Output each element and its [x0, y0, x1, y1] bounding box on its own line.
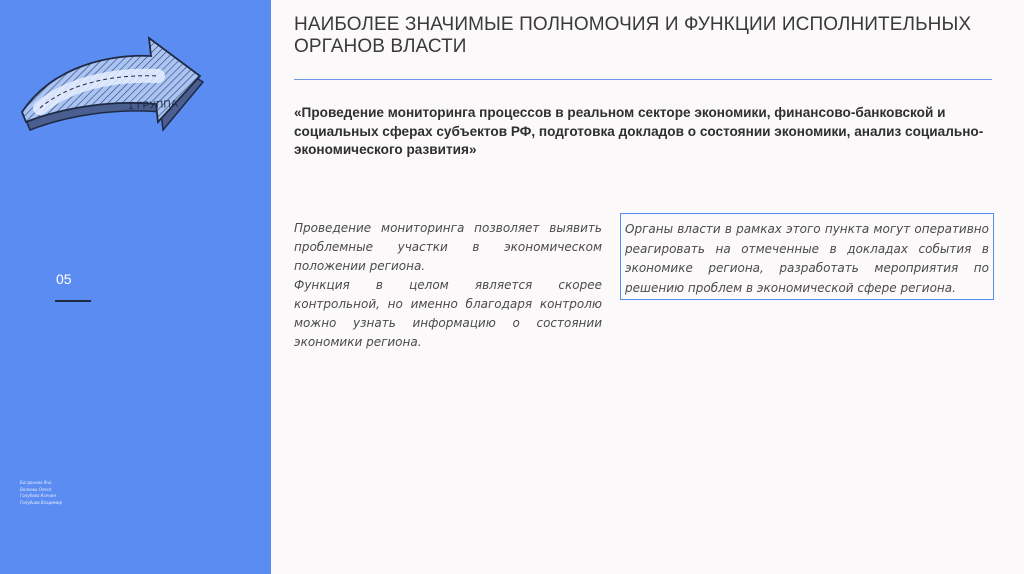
sidebar-panel — [0, 0, 271, 574]
slide-number-underline — [55, 300, 91, 302]
author-name: Богданова Яна — [20, 480, 52, 485]
slide-number: 05 — [56, 271, 72, 287]
highlight-box-text: Органы власти в рамках этого пункта могут оперативно реагировать на отмеченные в докладах события в экономике региона, разработать мероприятия по решению проблем в экономической сфере региона. — [625, 222, 989, 295]
author-name: Голубева Ксения — [20, 493, 56, 498]
highlight-box — [620, 213, 994, 300]
author-name: Волкова Олеся — [20, 486, 52, 492]
explanation-paragraph: Проведение мониторинга позволяет выявить проблемные участки в экономическом положении региона. — [294, 221, 602, 273]
author-name: Голубцов Владимир — [20, 499, 63, 505]
slide-title: НАИБОЛЕЕ ЗНАЧИМЫЕ ПОЛНОМОЧИЯ И ФУНКЦИИ ИСПОЛНИТЕЛЬНЫХ ОРГАНОВ ВЛАСТИ — [294, 14, 972, 57]
quote-text: «Проведение мониторинга процессов в реальном секторе экономики, финансово-банковской и социальных сферах субъектов РФ, подготовка докладов о состоянии экономики, анализ социально-экономического развития» — [294, 105, 984, 157]
arrow-label: 1 ГРУППА — [127, 98, 179, 113]
authors-list — [20, 480, 62, 506]
title-divider — [294, 79, 992, 80]
explanation-paragraph: Функция в целом является скорее контрольной, но именно благодаря контролю можно узнать информацию о состоянии экономики региона. — [294, 278, 602, 349]
arrow-graphic — [18, 30, 233, 140]
explanation-text — [294, 219, 602, 352]
arrow-icon — [18, 30, 233, 140]
